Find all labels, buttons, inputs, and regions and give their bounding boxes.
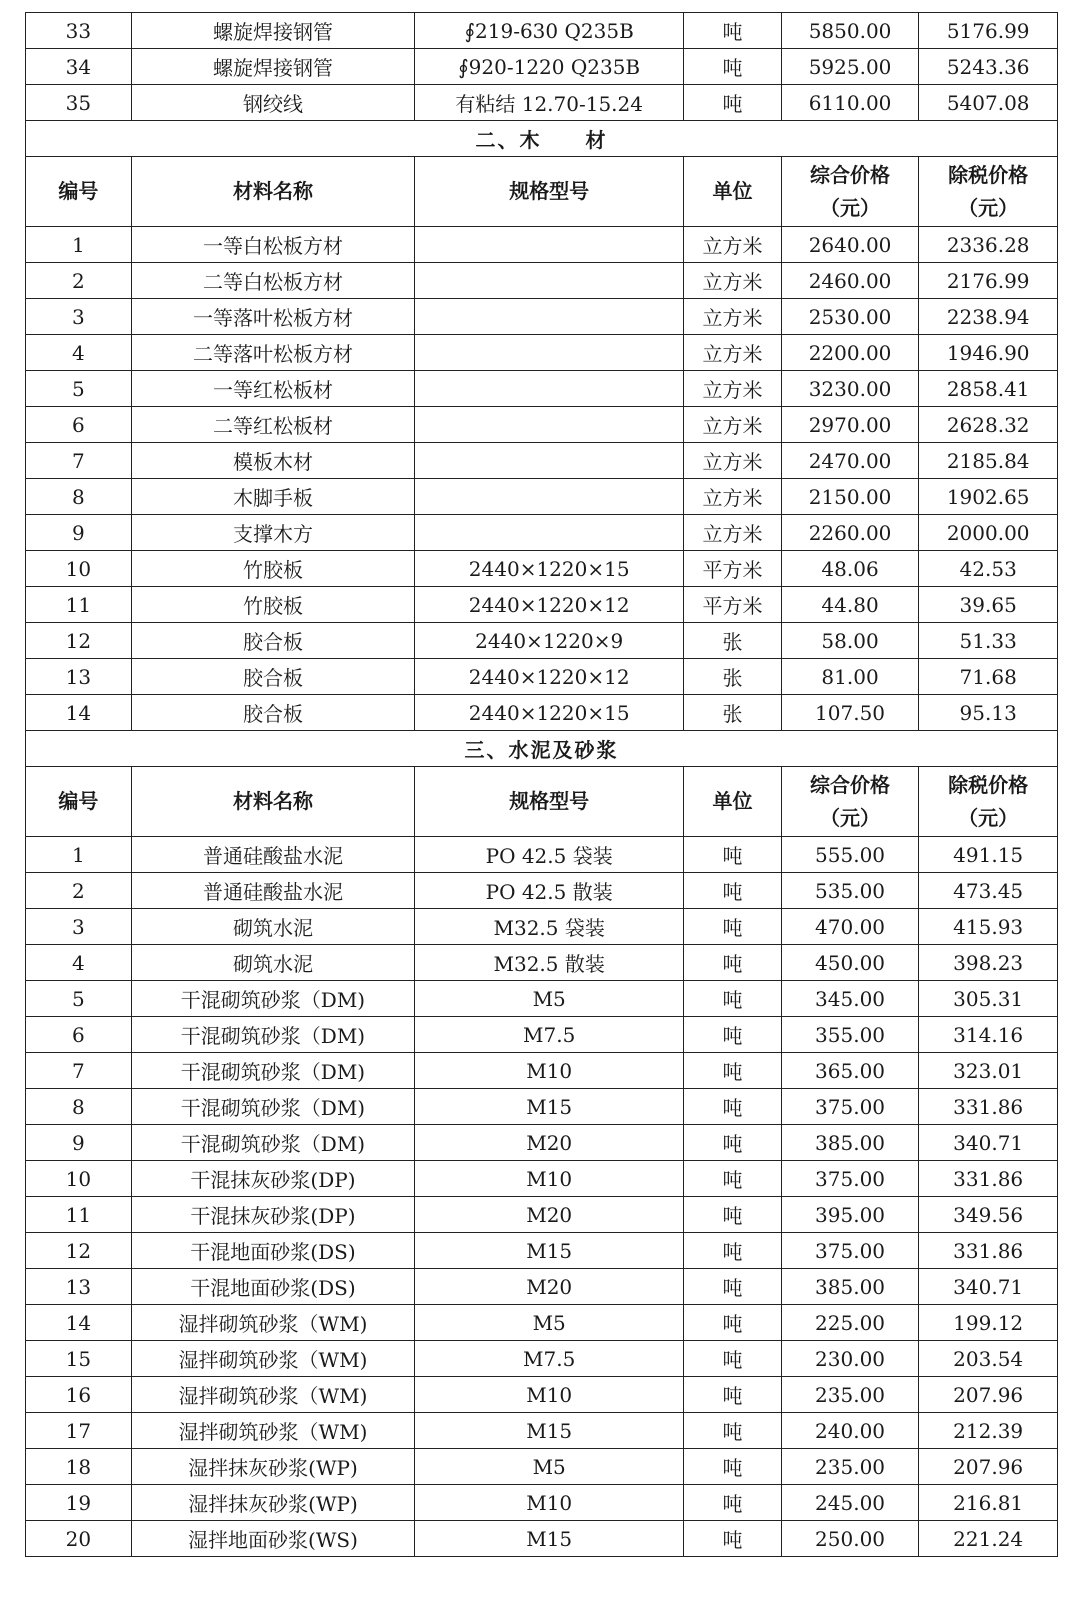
table-row [26,1449,1058,1485]
net-price-cell: 216.81 [919,1485,1058,1521]
net-price-cell: 95.13 [919,695,1058,731]
item-number-cell: 11 [26,587,132,623]
net-price-cell: 340.71 [919,1269,1058,1305]
unit-cell: 吨 [684,1485,782,1521]
net-price-cell: 5407.08 [919,85,1058,121]
header-total-price-unit: （元） [820,805,881,830]
net-price-cell: 71.68 [919,659,1058,695]
header-net-price-label: 除税价格 [948,162,1029,187]
unit-cell: 吨 [684,1161,782,1197]
unit-cell: 张 [684,623,782,659]
total-price-cell: 375.00 [781,1089,919,1125]
item-number-cell: 18 [26,1449,132,1485]
specification-cell: M5 [415,1449,684,1485]
table-row [26,335,1058,371]
specification-cell: PO 42.5 袋装 [415,837,684,873]
material-name-cell: 湿拌砌筑砂浆（WM) [131,1341,414,1377]
header-number: 编号 [26,157,132,227]
specification-cell: M10 [415,1377,684,1413]
header-total-price-label: 综合价格 [810,162,891,187]
total-price-cell: 225.00 [781,1305,919,1341]
material-name-cell: 湿拌砌筑砂浆（WM) [131,1413,414,1449]
table-row [26,1053,1058,1089]
total-price-cell: 81.00 [781,659,919,695]
net-price-cell: 305.31 [919,981,1058,1017]
material-name-cell: 砌筑水泥 [131,909,414,945]
specification-cell [415,443,684,479]
total-price-cell: 2640.00 [781,227,919,263]
total-price-cell: 2460.00 [781,263,919,299]
specification-cell [415,407,684,443]
section-title-row [26,731,1058,767]
item-number-cell: 13 [26,659,132,695]
unit-cell: 吨 [684,981,782,1017]
net-price-cell: 473.45 [919,873,1058,909]
total-price-cell: 5925.00 [781,49,919,85]
specification-cell: 2440×1220×12 [415,587,684,623]
header-specification: 规格型号 [415,157,684,227]
table-row [26,659,1058,695]
total-price-cell: 48.06 [781,551,919,587]
specification-cell [415,335,684,371]
total-price-cell: 2260.00 [781,515,919,551]
item-number-cell: 16 [26,1377,132,1413]
header-material-name: 材料名称 [131,767,414,837]
total-price-cell: 230.00 [781,1341,919,1377]
material-name-cell: 湿拌抹灰砂浆(WP) [131,1449,414,1485]
net-price-cell: 398.23 [919,945,1058,981]
header-number: 编号 [26,767,132,837]
item-number-cell: 14 [26,1305,132,1341]
total-price-cell: 365.00 [781,1053,919,1089]
specification-cell: M5 [415,1305,684,1341]
header-unit: 单位 [684,767,782,837]
specification-cell: 有粘结 12.70-15.24 [415,85,684,121]
item-number-cell: 1 [26,837,132,873]
material-name-cell: 木脚手板 [131,479,414,515]
unit-cell: 吨 [684,945,782,981]
unit-cell: 吨 [684,1089,782,1125]
total-price-cell: 355.00 [781,1017,919,1053]
item-number-cell: 9 [26,1125,132,1161]
specification-cell: M15 [415,1089,684,1125]
specification-cell: M32.5 袋装 [415,909,684,945]
unit-cell: 立方米 [684,443,782,479]
table-row [26,49,1058,85]
specification-cell: M7.5 [415,1341,684,1377]
net-price-cell: 203.54 [919,1341,1058,1377]
table-row [26,623,1058,659]
specification-cell [415,299,684,335]
net-price-cell: 39.65 [919,587,1058,623]
table-row [26,85,1058,121]
net-price-cell: 2628.32 [919,407,1058,443]
material-name-cell: 胶合板 [131,695,414,731]
item-number-cell: 11 [26,1197,132,1233]
material-name-cell: 湿拌地面砂浆(WS) [131,1521,414,1557]
material-name-cell: 二等红松板材 [131,407,414,443]
net-price-cell: 491.15 [919,837,1058,873]
unit-cell: 立方米 [684,299,782,335]
item-number-cell: 6 [26,407,132,443]
specification-cell [415,263,684,299]
item-number-cell: 13 [26,1269,132,1305]
unit-cell: 张 [684,695,782,731]
net-price-cell: 1946.90 [919,335,1058,371]
item-number-cell: 17 [26,1413,132,1449]
unit-cell: 吨 [684,1197,782,1233]
net-price-cell: 207.96 [919,1449,1058,1485]
table-row [26,1269,1058,1305]
net-price-cell: 51.33 [919,623,1058,659]
item-number-cell: 5 [26,371,132,407]
net-price-cell: 5243.36 [919,49,1058,85]
header-total-price [781,767,919,837]
specification-cell: 2440×1220×9 [415,623,684,659]
material-name-cell: 螺旋焊接钢管 [131,13,414,49]
total-price-cell: 555.00 [781,837,919,873]
total-price-cell: 2970.00 [781,407,919,443]
item-number-cell: 7 [26,443,132,479]
table-row [26,1233,1058,1269]
net-price-cell: 2336.28 [919,227,1058,263]
material-name-cell: 竹胶板 [131,587,414,623]
item-number-cell: 10 [26,1161,132,1197]
material-name-cell: 干混砌筑砂浆（DM) [131,1053,414,1089]
item-number-cell: 33 [26,13,132,49]
total-price-cell: 240.00 [781,1413,919,1449]
net-price-cell: 2858.41 [919,371,1058,407]
unit-cell: 吨 [684,1377,782,1413]
unit-cell: 张 [684,659,782,695]
net-price-cell: 349.56 [919,1197,1058,1233]
table-row [26,1197,1058,1233]
item-number-cell: 8 [26,479,132,515]
item-number-cell: 3 [26,909,132,945]
material-name-cell: 支撑木方 [131,515,414,551]
net-price-cell: 1902.65 [919,479,1058,515]
unit-cell: 立方米 [684,515,782,551]
header-net-price-unit: （元） [958,805,1019,830]
net-price-cell: 331.86 [919,1089,1058,1125]
specification-cell: M15 [415,1413,684,1449]
material-name-cell: 一等白松板方材 [131,227,414,263]
total-price-cell: 2530.00 [781,299,919,335]
header-total-price-unit: （元） [820,195,881,220]
material-name-cell: 湿拌砌筑砂浆（WM) [131,1377,414,1413]
header-net-price [919,767,1058,837]
unit-cell: 吨 [684,1233,782,1269]
unit-cell: 吨 [684,49,782,85]
unit-cell: 吨 [684,1521,782,1557]
unit-cell: 立方米 [684,479,782,515]
item-number-cell: 34 [26,49,132,85]
table-row [26,587,1058,623]
item-number-cell: 3 [26,299,132,335]
item-number-cell: 12 [26,1233,132,1269]
net-price-cell: 331.86 [919,1233,1058,1269]
table-row [26,479,1058,515]
table-row [26,1377,1058,1413]
total-price-cell: 3230.00 [781,371,919,407]
specification-cell: 2440×1220×15 [415,695,684,731]
table-row [26,873,1058,909]
total-price-cell: 345.00 [781,981,919,1017]
item-number-cell: 10 [26,551,132,587]
header-unit: 单位 [684,157,782,227]
unit-cell: 吨 [684,1053,782,1089]
table-row [26,695,1058,731]
material-name-cell: 干混砌筑砂浆（DM) [131,981,414,1017]
header-total-price [781,157,919,227]
total-price-cell: 250.00 [781,1521,919,1557]
material-name-cell: 普通硅酸盐水泥 [131,837,414,873]
item-number-cell: 15 [26,1341,132,1377]
material-name-cell: 普通硅酸盐水泥 [131,873,414,909]
material-name-cell: 干混抹灰砂浆(DP) [131,1161,414,1197]
item-number-cell: 5 [26,981,132,1017]
unit-cell: 立方米 [684,335,782,371]
specification-cell: M10 [415,1485,684,1521]
material-name-cell: 螺旋焊接钢管 [131,49,414,85]
specification-cell: M15 [415,1233,684,1269]
material-name-cell: 一等红松板材 [131,371,414,407]
table-row [26,551,1058,587]
table-row [26,515,1058,551]
net-price-cell: 2000.00 [919,515,1058,551]
item-number-cell: 1 [26,227,132,263]
unit-cell: 吨 [684,85,782,121]
item-number-cell: 19 [26,1485,132,1521]
total-price-cell: 535.00 [781,873,919,909]
specification-cell: M20 [415,1125,684,1161]
net-price-cell: 42.53 [919,551,1058,587]
table-row [26,981,1058,1017]
net-price-cell: 221.24 [919,1521,1058,1557]
material-price-table-body [26,13,1058,1557]
table-row [26,13,1058,49]
specification-cell: 2440×1220×15 [415,551,684,587]
item-number-cell: 2 [26,263,132,299]
column-header-row [26,767,1058,837]
specification-cell: M10 [415,1053,684,1089]
header-net-price [919,157,1058,227]
header-specification: 规格型号 [415,767,684,837]
material-name-cell: 干混砌筑砂浆（DM) [131,1089,414,1125]
total-price-cell: 44.80 [781,587,919,623]
total-price-cell: 385.00 [781,1125,919,1161]
specification-cell: M15 [415,1521,684,1557]
net-price-cell: 340.71 [919,1125,1058,1161]
unit-cell: 吨 [684,1413,782,1449]
material-name-cell: 钢绞线 [131,85,414,121]
header-material-name: 材料名称 [131,157,414,227]
header-net-price-unit: （元） [958,195,1019,220]
net-price-cell: 323.01 [919,1053,1058,1089]
header-total-price-label: 综合价格 [810,772,891,797]
total-price-cell: 395.00 [781,1197,919,1233]
total-price-cell: 58.00 [781,623,919,659]
table-row [26,1521,1058,1557]
section-title-row [26,121,1058,157]
total-price-cell: 5850.00 [781,13,919,49]
net-price-cell: 2185.84 [919,443,1058,479]
net-price-cell: 415.93 [919,909,1058,945]
unit-cell: 吨 [684,837,782,873]
unit-cell: 吨 [684,1305,782,1341]
total-price-cell: 235.00 [781,1377,919,1413]
unit-cell: 立方米 [684,371,782,407]
net-price-cell: 314.16 [919,1017,1058,1053]
material-name-cell: 干混地面砂浆(DS) [131,1269,414,1305]
table-row [26,407,1058,443]
net-price-cell: 207.96 [919,1377,1058,1413]
material-name-cell: 模板木材 [131,443,414,479]
net-price-cell: 5176.99 [919,13,1058,49]
table-row [26,1341,1058,1377]
specification-cell: M10 [415,1161,684,1197]
table-row [26,1017,1058,1053]
item-number-cell: 4 [26,335,132,371]
specification-cell: M20 [415,1269,684,1305]
unit-cell: 立方米 [684,227,782,263]
net-price-cell: 212.39 [919,1413,1058,1449]
item-number-cell: 35 [26,85,132,121]
header-net-price-label: 除税价格 [948,772,1029,797]
material-name-cell: 砌筑水泥 [131,945,414,981]
unit-cell: 吨 [684,1269,782,1305]
item-number-cell: 8 [26,1089,132,1125]
unit-cell: 吨 [684,909,782,945]
total-price-cell: 470.00 [781,909,919,945]
item-number-cell: 14 [26,695,132,731]
table-row [26,1485,1058,1521]
specification-cell: M7.5 [415,1017,684,1053]
material-name-cell: 二等落叶松板方材 [131,335,414,371]
unit-cell: 吨 [684,1017,782,1053]
unit-cell: 平方米 [684,587,782,623]
material-name-cell: 二等白松板方材 [131,263,414,299]
item-number-cell: 20 [26,1521,132,1557]
table-row [26,1161,1058,1197]
total-price-cell: 2470.00 [781,443,919,479]
specification-cell: M32.5 散装 [415,945,684,981]
item-number-cell: 6 [26,1017,132,1053]
specification-cell [415,479,684,515]
specification-cell: ∮920-1220 Q235B [415,49,684,85]
table-row [26,1413,1058,1449]
table-row [26,1305,1058,1341]
specification-cell: ∮219-630 Q235B [415,13,684,49]
item-number-cell: 7 [26,1053,132,1089]
total-price-cell: 235.00 [781,1449,919,1485]
item-number-cell: 9 [26,515,132,551]
column-header-row [26,157,1058,227]
material-name-cell: 湿拌砌筑砂浆（WM) [131,1305,414,1341]
net-price-cell: 2238.94 [919,299,1058,335]
unit-cell: 吨 [684,1449,782,1485]
unit-cell: 立方米 [684,263,782,299]
total-price-cell: 450.00 [781,945,919,981]
unit-cell: 吨 [684,13,782,49]
table-row [26,909,1058,945]
total-price-cell: 375.00 [781,1233,919,1269]
table-row [26,945,1058,981]
total-price-cell: 375.00 [781,1161,919,1197]
specification-cell: M5 [415,981,684,1017]
total-price-cell: 385.00 [781,1269,919,1305]
item-number-cell: 12 [26,623,132,659]
total-price-cell: 6110.00 [781,85,919,121]
specification-cell: PO 42.5 散装 [415,873,684,909]
table-row [26,263,1058,299]
net-price-cell: 2176.99 [919,263,1058,299]
table-row [26,371,1058,407]
net-price-cell: 199.12 [919,1305,1058,1341]
item-number-cell: 2 [26,873,132,909]
material-price-table [25,12,1058,1557]
material-name-cell: 胶合板 [131,623,414,659]
material-name-cell: 干混地面砂浆(DS) [131,1233,414,1269]
section-title: 三、水泥及砂浆 [26,731,1058,767]
material-name-cell: 干混砌筑砂浆（DM) [131,1017,414,1053]
unit-cell: 立方米 [684,407,782,443]
table-row [26,443,1058,479]
unit-cell: 平方米 [684,551,782,587]
price-table-page [25,12,1058,1557]
material-name-cell: 湿拌抹灰砂浆(WP) [131,1485,414,1521]
unit-cell: 吨 [684,1341,782,1377]
unit-cell: 吨 [684,873,782,909]
item-number-cell: 4 [26,945,132,981]
specification-cell [415,515,684,551]
table-row [26,837,1058,873]
net-price-cell: 331.86 [919,1161,1058,1197]
material-name-cell: 一等落叶松板方材 [131,299,414,335]
total-price-cell: 245.00 [781,1485,919,1521]
specification-cell [415,227,684,263]
material-name-cell: 胶合板 [131,659,414,695]
material-name-cell: 干混抹灰砂浆(DP) [131,1197,414,1233]
table-row [26,1089,1058,1125]
table-row [26,299,1058,335]
total-price-cell: 2200.00 [781,335,919,371]
total-price-cell: 107.50 [781,695,919,731]
table-row [26,227,1058,263]
table-row [26,1125,1058,1161]
material-name-cell: 干混砌筑砂浆（DM) [131,1125,414,1161]
section-title: 二、木 材 [26,121,1058,157]
total-price-cell: 2150.00 [781,479,919,515]
material-name-cell: 竹胶板 [131,551,414,587]
specification-cell: 2440×1220×12 [415,659,684,695]
specification-cell: M20 [415,1197,684,1233]
unit-cell: 吨 [684,1125,782,1161]
specification-cell [415,371,684,407]
